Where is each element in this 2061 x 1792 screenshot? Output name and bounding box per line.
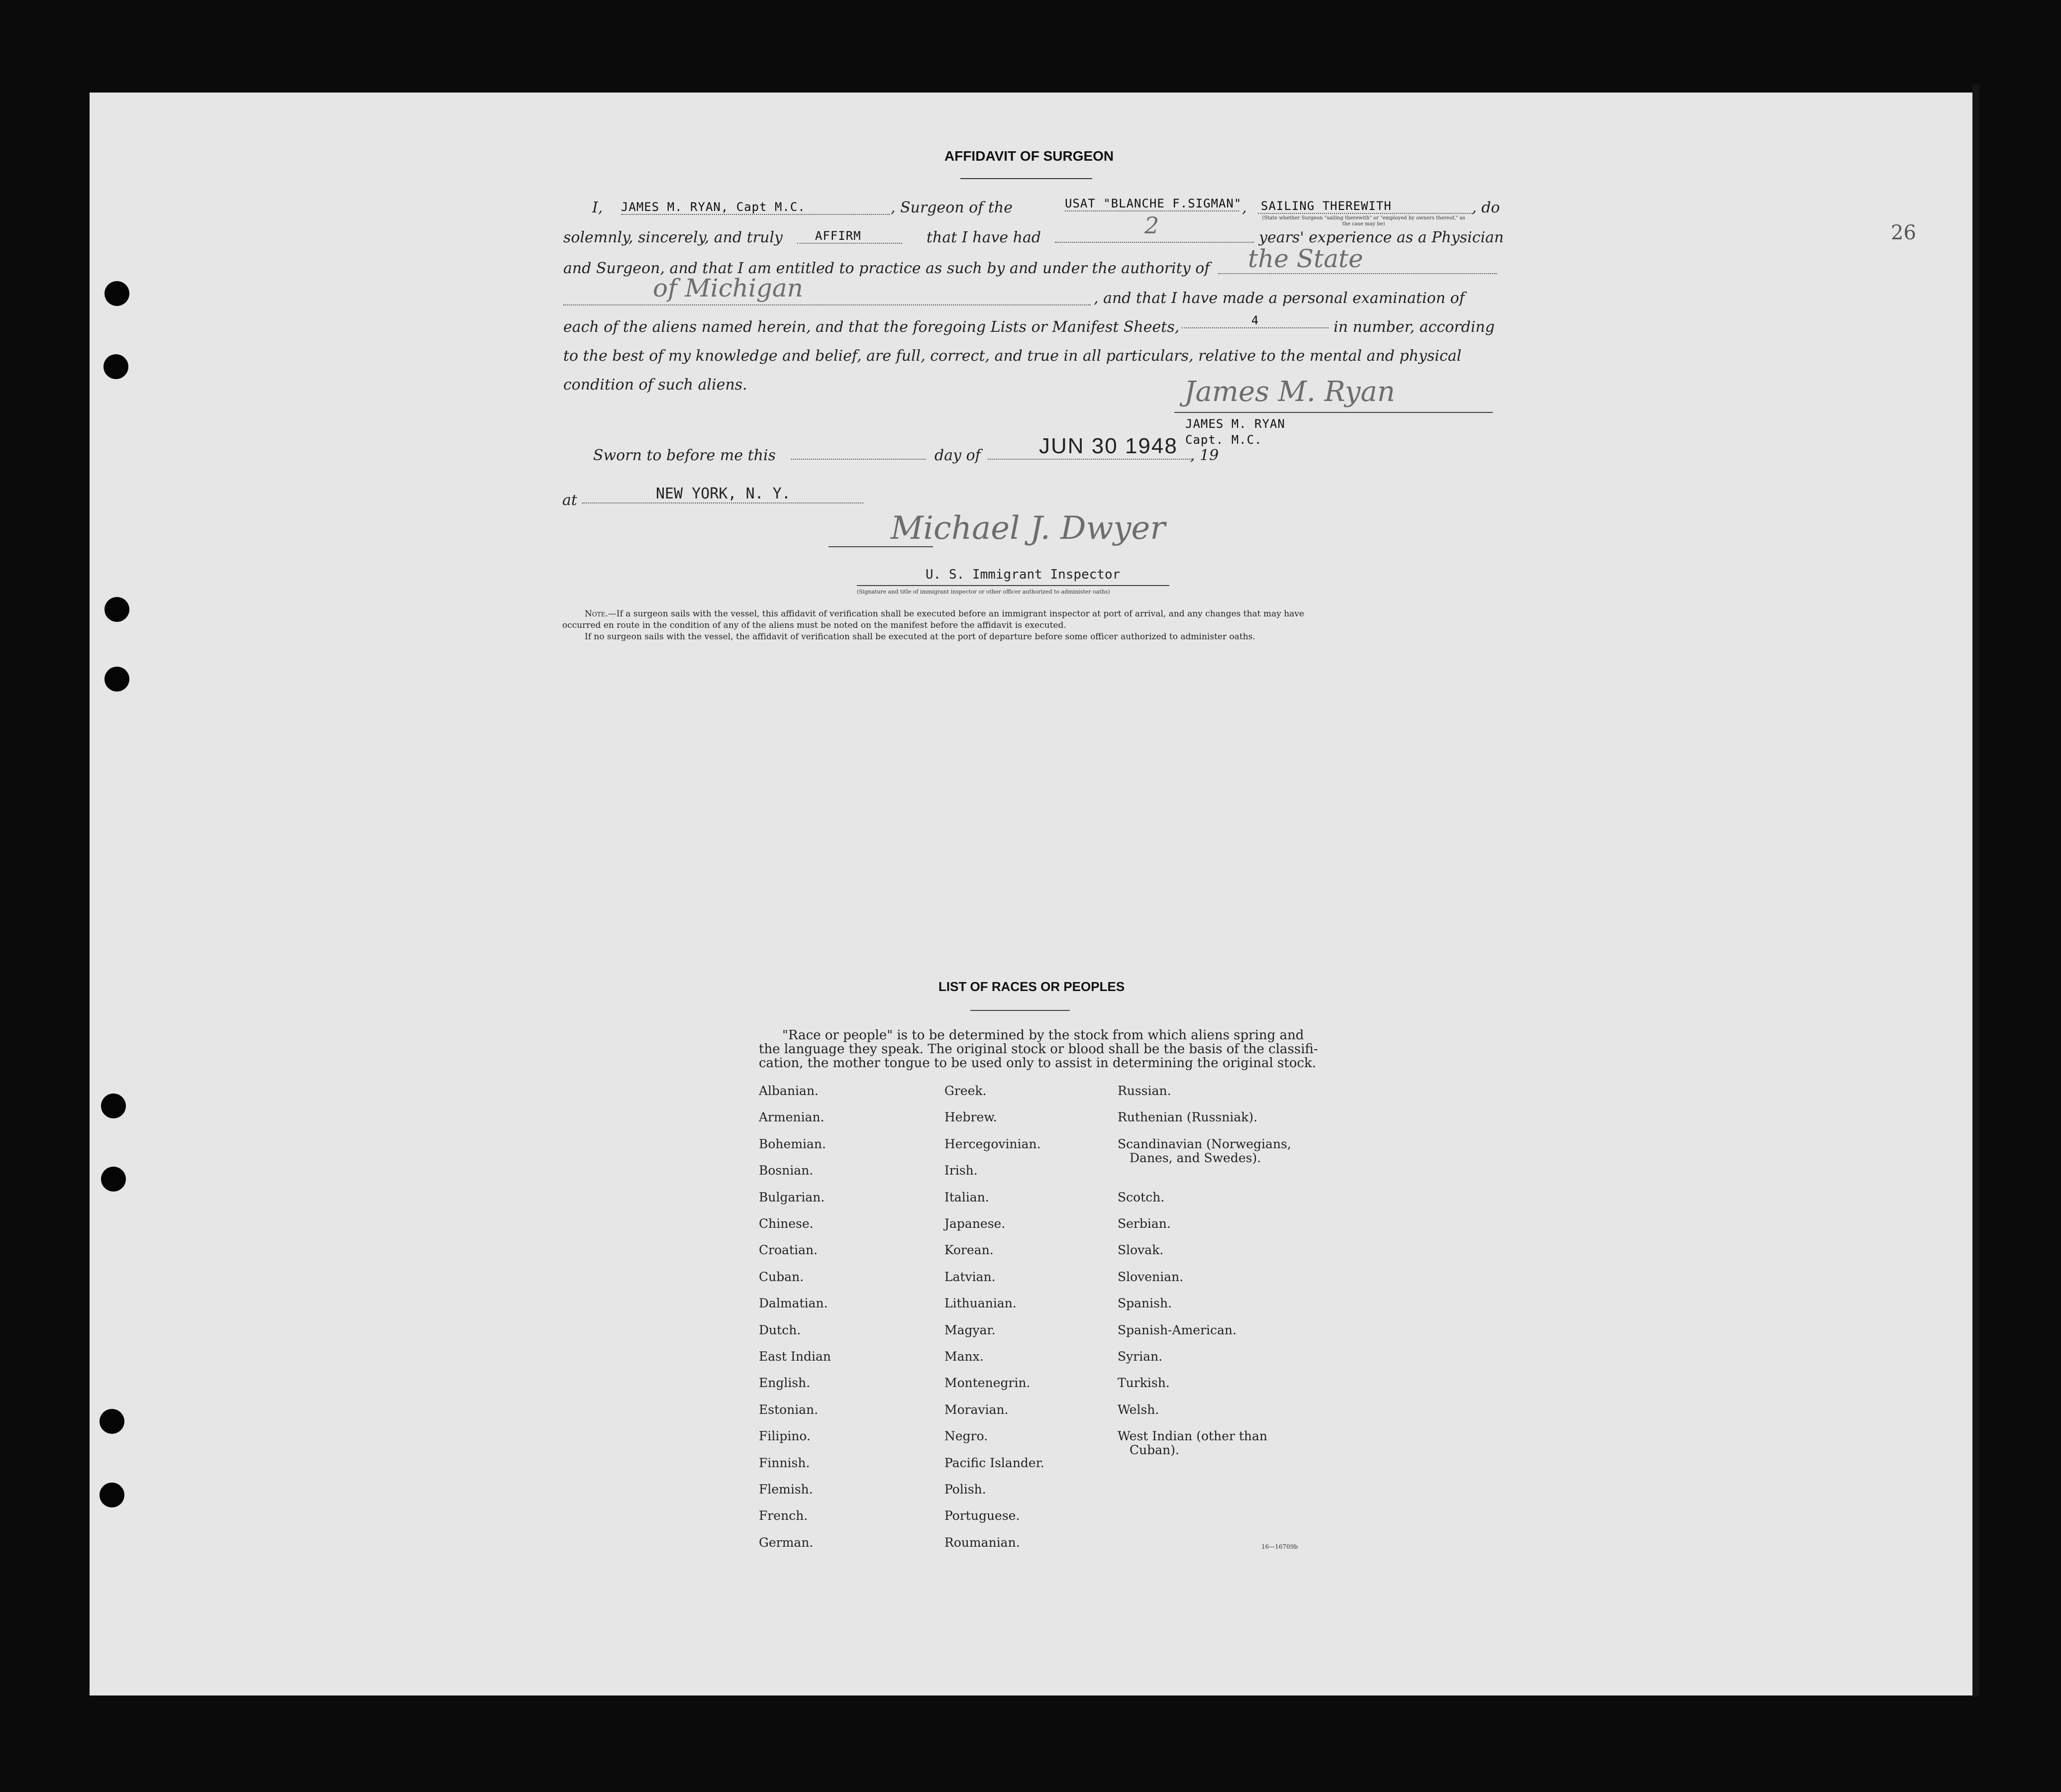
line5-end: in number, according	[1334, 318, 1495, 336]
line1-end: , do	[1472, 199, 1500, 216]
race-item: French.	[759, 1508, 808, 1523]
race-item: Japanese.	[944, 1216, 1006, 1231]
inspector-signature: Michael J. Dwyer	[891, 510, 1165, 547]
line6-text: to the best of my knowledge and belief, are full, correct, and true in all particulars, relative to the mental and physical	[563, 347, 1462, 365]
note-line2: occurred en route in the condition of any of the aliens must be noted on the manifest before the affidavit is executed.	[562, 620, 1066, 630]
race-item: English.	[759, 1376, 811, 1391]
race-item: Roumanian.	[944, 1535, 1020, 1550]
place-value: NEW YORK, N. Y.	[656, 485, 791, 502]
years-field	[1055, 212, 1254, 243]
race-item: Welsh.	[1118, 1402, 1159, 1417]
sworn-year-prefix: , 19	[1190, 447, 1219, 464]
race-item: Bohemian.	[759, 1136, 826, 1151]
sheets-field: 4	[1182, 313, 1329, 328]
race-item: Turkish.	[1118, 1376, 1170, 1391]
punch-hole	[104, 667, 129, 692]
race-item: Danes, and Swedes).	[1130, 1150, 1261, 1165]
race-item: Bulgarian.	[759, 1190, 825, 1204]
race-item: Ruthenian (Russniak).	[1118, 1110, 1258, 1125]
race-item: Negro.	[944, 1429, 988, 1444]
line1-prefix: I,	[592, 199, 603, 216]
race-item: Filipino.	[759, 1429, 811, 1444]
authority-handwriting: the State	[1248, 244, 1363, 273]
sworn-month-field	[988, 459, 1192, 460]
authority-field	[1218, 244, 1497, 274]
punch-hole	[100, 1483, 124, 1507]
sailing-status-note: (State whether Surgeon "sailing therewith" or "employed by owners thereof," as the case may be)	[1262, 215, 1465, 227]
race-item: Greek.	[944, 1084, 987, 1098]
note-line3: If no surgeon sails with the vessel, the affidavit of verification shall be executed at the port of departure before some officer authorized to administer oaths.	[585, 632, 1255, 642]
race-item: Polish.	[944, 1482, 986, 1496]
races-title: LIST OF RACES OR PEOPLES	[938, 979, 1125, 994]
race-item: Chinese.	[759, 1216, 814, 1231]
race-item: West Indian (other than	[1118, 1429, 1268, 1444]
races-intro-line: "Race or people" is to be determined by the stock from which aliens spring and	[782, 1028, 1304, 1043]
authority-cont-handwriting: of Michigan	[653, 274, 803, 302]
race-item: Russian.	[1118, 1084, 1171, 1098]
form-number: 16—16709b	[1261, 1543, 1298, 1550]
race-item: Estonian.	[759, 1402, 819, 1417]
surgeon-signature-line	[1174, 412, 1493, 413]
vessel-field: USAT "BLANCHE F.SIGMAN"	[1065, 197, 1242, 210]
race-item: Pacific Islander.	[944, 1455, 1044, 1470]
line3-text: and Surgeon, and that I am entitled to practice as such by and under the authority of	[563, 260, 1210, 277]
race-item: Hercegovinian.	[944, 1136, 1041, 1151]
punch-hole	[104, 281, 129, 306]
race-item: Croatian.	[759, 1243, 818, 1258]
surgeon-typed-name: JAMES M. RYAN	[1185, 417, 1285, 431]
sailing-status-field: SAILING THEREWITH	[1258, 199, 1472, 214]
race-item: Irish.	[944, 1163, 978, 1178]
race-item: Spanish-American.	[1118, 1322, 1237, 1337]
line2-mid: that I have had	[927, 229, 1041, 246]
race-item: Spanish.	[1118, 1296, 1172, 1311]
race-item: Slovak.	[1118, 1243, 1164, 1258]
race-item: Slovenian.	[1118, 1269, 1184, 1284]
note-line1	[585, 609, 1304, 619]
race-item: Lithuanian.	[944, 1296, 1017, 1311]
race-item: East Indian	[759, 1349, 831, 1364]
surgeon-typed-rank: Capt. M.C.	[1185, 433, 1262, 447]
note-label: Note.	[585, 609, 608, 619]
page-edge	[1972, 85, 1979, 1696]
inspector-rule-top	[828, 546, 933, 547]
race-item: Cuban).	[1130, 1442, 1179, 1457]
line1-sep: ,	[1242, 199, 1247, 216]
at-label: at	[562, 492, 577, 509]
race-item: Dutch.	[759, 1322, 801, 1337]
races-intro-line: cation, the mother tongue to be used only to assist in determining the original stock.	[759, 1056, 1317, 1071]
race-item: Scandinavian (Norwegians,	[1118, 1136, 1291, 1151]
line7-text: condition of such aliens.	[563, 376, 747, 394]
race-item: Armenian.	[759, 1110, 824, 1125]
punch-hole	[101, 1167, 126, 1192]
race-item: Korean.	[944, 1243, 994, 1258]
race-item: Scotch.	[1118, 1190, 1165, 1204]
sworn-day-field	[791, 459, 926, 460]
race-item: Latvian.	[944, 1269, 996, 1284]
race-item: Manx.	[944, 1349, 984, 1364]
races-title-rule	[970, 1010, 1070, 1011]
punch-hole	[103, 354, 128, 379]
sworn-text: Sworn to before me this	[593, 447, 776, 464]
place-field	[582, 502, 863, 503]
line2-prefix: solemnly, sincerely, and truly	[563, 229, 783, 246]
surgeon-name-field: JAMES M. RYAN, Capt M.C.	[621, 200, 890, 215]
punch-hole	[101, 1094, 126, 1118]
races-intro-line: the language they speak. The original stock or blood shall be the basis of the classifi-	[759, 1042, 1318, 1057]
race-item: Magyar.	[944, 1322, 996, 1337]
note-line1-text: —If a surgeon sails with the vessel, this affidavit of verification shall be executed before an immigrant inspector at port of arrival, and any changes that may have	[608, 609, 1304, 619]
race-item: Hebrew.	[944, 1110, 997, 1125]
inspector-signature-line	[857, 585, 1169, 586]
punch-hole	[100, 1409, 124, 1434]
affidavit-title: AFFIDAVIT OF SURGEON	[944, 148, 1114, 164]
line5-text: each of the aliens named herein, and that the foregoing Lists or Manifest Sheets,	[563, 318, 1180, 336]
race-item: Montenegrin.	[944, 1376, 1030, 1391]
race-item: Moravian.	[944, 1402, 1009, 1417]
punch-hole	[104, 597, 129, 622]
years-value: 2	[1144, 212, 1159, 239]
line2-end: years' experience as a Physician	[1259, 229, 1504, 246]
inspector-title: U. S. Immigrant Inspector	[926, 567, 1121, 582]
inspector-caption: (Signature and title of immigrant inspector or other officer authorized to administer oaths)	[857, 589, 1110, 595]
line4-end: , and that I have made a personal examination of	[1094, 290, 1465, 307]
race-item: Finnish.	[759, 1455, 810, 1470]
race-item: Syrian.	[1118, 1349, 1163, 1364]
race-item: Serbian.	[1118, 1216, 1171, 1231]
date-stamp: JUN 30 1948	[1039, 434, 1178, 458]
affirm-field: AFFIRM	[797, 229, 902, 244]
page-number: 26	[1891, 221, 1916, 244]
race-item: Albanian.	[759, 1084, 819, 1098]
race-item: Flemish.	[759, 1482, 813, 1496]
race-item: Cuban.	[759, 1269, 804, 1284]
race-item: Bosnian.	[759, 1163, 814, 1178]
race-item: Portuguese.	[944, 1508, 1020, 1523]
race-item: Italian.	[944, 1190, 989, 1204]
authority-cont-field	[563, 274, 1091, 305]
sworn-day-of: day of	[934, 447, 981, 464]
surgeon-signature: James M. Ryan	[1184, 376, 1395, 408]
race-item: German.	[759, 1535, 814, 1550]
race-item: Dalmatian.	[759, 1296, 828, 1311]
line1-mid: , Surgeon of the	[891, 199, 1013, 216]
title-rule	[960, 178, 1092, 179]
